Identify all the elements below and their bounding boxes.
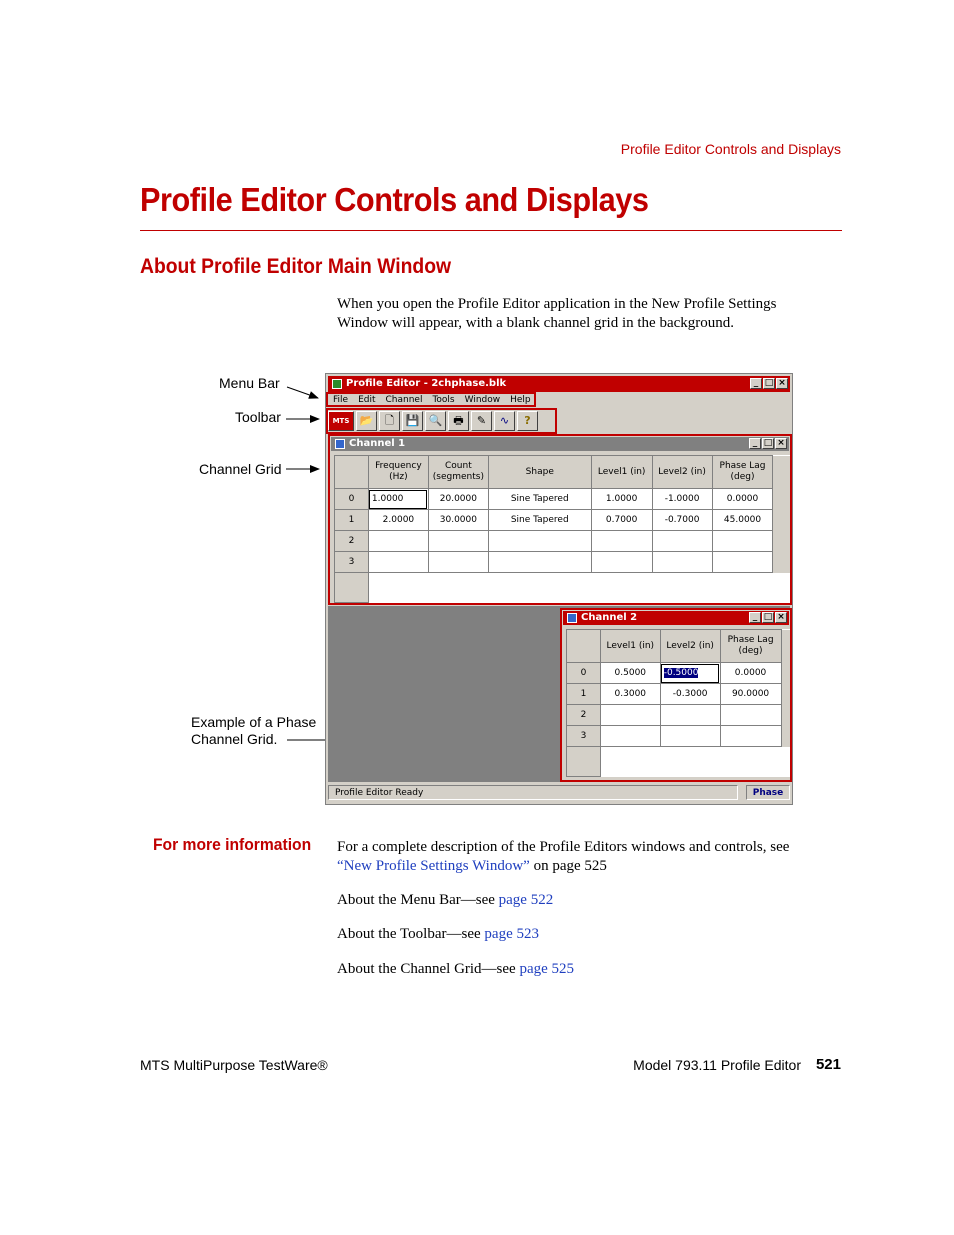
grid-filler (773, 531, 790, 552)
grid-cell[interactable] (712, 531, 773, 552)
grid-cell[interactable] (720, 705, 781, 726)
menu-edit[interactable]: Edit (358, 395, 376, 405)
grid-filler (781, 663, 790, 684)
grid-cell[interactable] (652, 552, 712, 573)
channel2-grid (566, 629, 790, 777)
column-header[interactable]: Level1 (in) (600, 630, 660, 663)
edit-settings-icon[interactable]: ✎ (471, 411, 492, 431)
profile-editor-window (325, 373, 793, 805)
toolbar-highlight (326, 408, 557, 434)
grid-cell[interactable] (600, 726, 660, 747)
channel1-minimize-button[interactable]: _ (749, 438, 761, 449)
grid-cell[interactable]: 0.7000 (591, 510, 652, 531)
grid-cell[interactable] (660, 705, 720, 726)
print-preview-icon[interactable]: 🔍 (425, 411, 446, 431)
channel1-close-button[interactable]: × (775, 438, 787, 449)
row-header[interactable]: 0 (335, 489, 369, 510)
footer-left: MTS MultiPurpose TestWare® (140, 1057, 328, 1073)
running-head: Profile Editor Controls and Displays (620, 141, 841, 157)
callout-menu-bar: Menu Bar (219, 375, 280, 391)
grid-cell[interactable]: 0.5000 (600, 663, 660, 684)
column-header[interactable]: Count (segments) (428, 456, 488, 489)
menu-file[interactable]: File (333, 395, 349, 405)
mts-logo-icon[interactable]: MTS (328, 411, 354, 431)
grid-cell[interactable]: 90.0000 (720, 684, 781, 705)
callout-channel-grid: Channel Grid (199, 461, 282, 477)
grid-cell[interactable] (660, 726, 720, 747)
status-text: Profile Editor Ready (328, 785, 738, 800)
grid-cell[interactable]: 0.3000 (600, 684, 660, 705)
channel1-maximize-button[interactable]: □ (763, 438, 773, 448)
channel1-corner (335, 456, 369, 489)
column-header[interactable]: Level2 (in) (652, 456, 712, 489)
channel-grid-page-link[interactable]: page 525 (519, 961, 575, 977)
row-header (335, 573, 369, 603)
menu-help[interactable]: Help (510, 395, 531, 405)
print-icon[interactable]: 🖶 (448, 411, 469, 431)
grid-cell-selected[interactable]: -0.5000 (660, 663, 720, 684)
table-row (567, 726, 791, 747)
list-item-text: About the Channel Grid—see (337, 961, 520, 977)
channel2-title: Channel 2 (581, 612, 638, 623)
grid-cell[interactable] (488, 552, 591, 573)
channel1-titlebar (331, 437, 789, 451)
table-row (567, 663, 791, 684)
channel2-corner (567, 630, 601, 663)
row-header[interactable]: 2 (567, 705, 601, 726)
footer-right: Model 793.11 Profile Editor (633, 1057, 801, 1073)
status-bar (328, 784, 790, 802)
table-row (335, 510, 791, 531)
column-header[interactable]: Phase Lag (deg) (720, 630, 781, 663)
channel2-window (560, 608, 792, 782)
grid-filler (773, 552, 790, 573)
row-header[interactable]: 3 (335, 552, 369, 573)
callout-phase-line1: Example of a Phase (191, 714, 317, 730)
new-file-icon[interactable]: 🗋 (379, 411, 400, 431)
app-icon (332, 379, 342, 389)
grid-icon (335, 439, 345, 449)
column-header[interactable]: Shape (488, 456, 591, 489)
grid-cell[interactable] (428, 552, 488, 573)
row-header[interactable]: 1 (567, 684, 601, 705)
grid-cell[interactable]: 20.0000 (428, 489, 488, 510)
window-title: Profile Editor - 2chphase.blk (346, 378, 507, 389)
menu-window[interactable]: Window (464, 395, 501, 405)
chapter-title: Profile Editor Controls and Displays (140, 181, 649, 218)
table-row (567, 747, 791, 777)
help-icon[interactable]: ? (517, 411, 538, 431)
grid-cell[interactable] (488, 531, 591, 552)
channel1-title: Channel 1 (349, 438, 406, 449)
grid-icon (567, 613, 577, 623)
grid-cell[interactable] (712, 552, 773, 573)
open-folder-icon[interactable]: 📂 (356, 411, 377, 431)
waveform-icon[interactable]: ∿ (494, 411, 515, 431)
more-info-heading: For more information (153, 835, 312, 854)
column-header[interactable]: Phase Lag (deg) (712, 456, 773, 489)
grid-cell[interactable] (368, 552, 428, 573)
grid-cell[interactable]: -0.7000 (652, 510, 712, 531)
table-row (335, 531, 791, 552)
callout-phase-line2: Channel Grid. (191, 731, 278, 747)
close-button[interactable]: × (776, 378, 788, 389)
grid-filler (781, 684, 790, 705)
callout-toolbar: Toolbar (235, 409, 281, 425)
channel2-minimize-button[interactable]: _ (749, 612, 761, 623)
grid-empty-area (368, 573, 790, 603)
grid-cell[interactable]: 2.0000 (368, 510, 428, 531)
table-row (567, 684, 791, 705)
grid-filler (773, 489, 790, 510)
save-icon[interactable]: 💾 (402, 411, 423, 431)
grid-cell[interactable] (720, 726, 781, 747)
column-header[interactable]: Level1 (in) (591, 456, 652, 489)
grid-cell[interactable]: 0.0000 (720, 663, 781, 684)
toolbar-page-link[interactable]: page 523 (484, 926, 539, 942)
table-row (567, 705, 791, 726)
table-row (335, 489, 791, 510)
grid-cell[interactable]: 1.0000 (368, 489, 428, 510)
page-number: 521 (815, 1056, 841, 1073)
channel1-grid (334, 455, 790, 603)
menu-channel[interactable]: Channel (385, 395, 423, 405)
table-row (335, 552, 791, 573)
grid-filler (773, 456, 790, 489)
channel2-close-button[interactable]: × (775, 612, 787, 623)
grid-filler (781, 726, 790, 747)
menu-bar-page-link[interactable]: page 522 (498, 892, 554, 908)
grid-cell[interactable]: 0.0000 (712, 489, 773, 510)
grid-cell[interactable]: -0.3000 (660, 684, 720, 705)
channel2-titlebar (563, 611, 789, 625)
grid-filler (773, 510, 790, 531)
channel2-header-row (567, 630, 791, 663)
more-info-text: For a complete description of the Profile Editors windows and controls, see (337, 839, 790, 855)
grid-cell[interactable] (591, 531, 652, 552)
section-title: About Profile Editor Main Window (140, 255, 452, 278)
grid-cell[interactable]: -1.0000 (652, 489, 712, 510)
grid-cell[interactable]: Sine Tapered (488, 489, 591, 510)
maximize-button[interactable]: □ (764, 378, 774, 388)
grid-cell[interactable]: Sine Tapered (488, 510, 591, 531)
list-item-text: About the Menu Bar—see (337, 892, 499, 908)
table-row (335, 573, 791, 603)
status-mode: Phase (746, 785, 790, 800)
new-profile-settings-link[interactable]: “New Profile Settings Window” (337, 858, 530, 874)
grid-cell[interactable]: 45.0000 (712, 510, 773, 531)
arrow-menu-bar (287, 387, 318, 398)
grid-cell[interactable] (652, 531, 712, 552)
grid-cell[interactable] (600, 705, 660, 726)
intro-paragraph: When you open the Profile Editor application in the New Profile Settings Window will appear, with a blank channel grid in the background. (337, 296, 777, 331)
grid-cell[interactable] (368, 531, 428, 552)
list-item-text: About the Toolbar—see (337, 926, 485, 942)
grid-empty-area (600, 747, 790, 777)
row-header[interactable]: 2 (335, 531, 369, 552)
more-info-paragraph (337, 838, 817, 876)
channel1-header-row (335, 456, 791, 489)
channel2-maximize-button[interactable]: □ (763, 612, 773, 622)
row-header[interactable]: 1 (335, 510, 369, 531)
row-header[interactable]: 3 (567, 726, 601, 747)
window-titlebar (328, 376, 790, 392)
channel1-window (328, 434, 792, 605)
row-header (567, 747, 601, 777)
grid-filler (781, 630, 790, 663)
grid-cell[interactable]: 30.0000 (428, 510, 488, 531)
list-item (337, 960, 574, 979)
list-item (337, 891, 553, 910)
row-header[interactable]: 0 (567, 663, 601, 684)
grid-cell[interactable]: 1.0000 (591, 489, 652, 510)
list-item (337, 925, 539, 944)
grid-cell[interactable] (428, 531, 488, 552)
column-header[interactable]: Level2 (in) (660, 630, 720, 663)
menu-bar-highlight (326, 392, 536, 407)
column-header[interactable]: Frequency (Hz) (368, 456, 428, 489)
more-info-suffix: on page 525 (529, 858, 607, 874)
grid-filler (781, 705, 790, 726)
minimize-button[interactable]: _ (750, 378, 762, 389)
grid-cell[interactable] (591, 552, 652, 573)
menu-tools[interactable]: Tools (432, 395, 455, 405)
